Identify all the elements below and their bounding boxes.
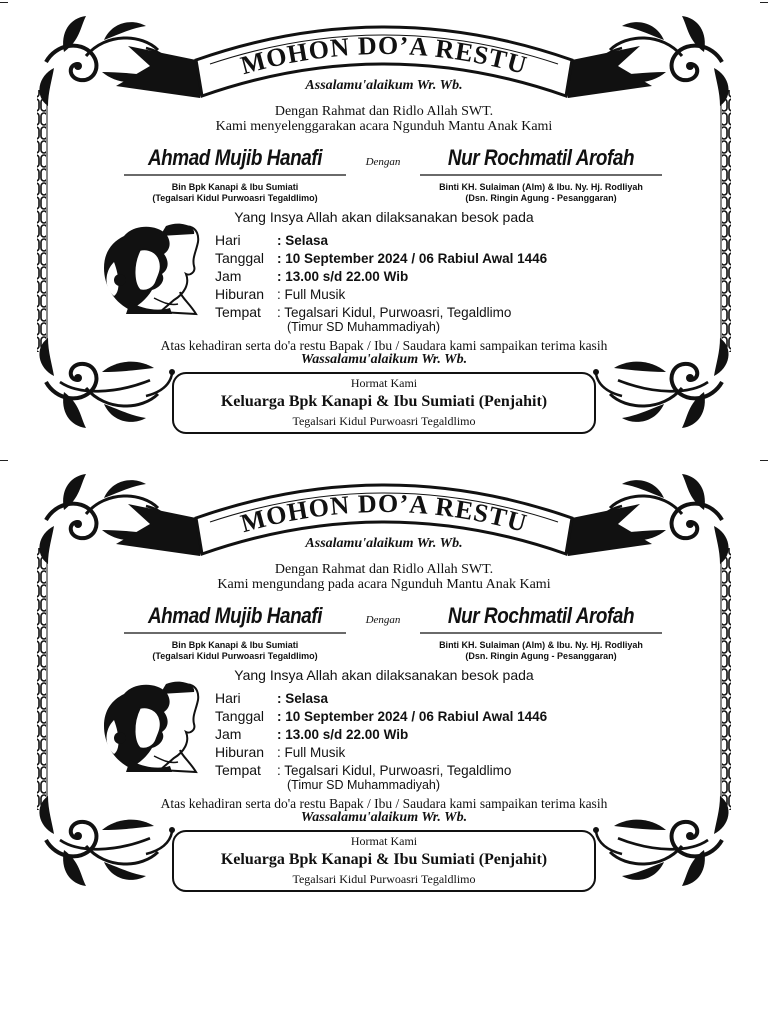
couple-illustration [104, 682, 198, 772]
bride-name: Nur Rochmatil Arofah [447, 145, 635, 170]
label-jam: Jam [215, 268, 242, 284]
family-address: Tegalsari Kidul Purwoasri Tegaldlimo [292, 872, 476, 886]
label-tanggal: Tanggal [215, 708, 265, 724]
greeting: Assalamu'alaikum Wr. Wb. [305, 78, 463, 93]
intro-line-1: Dengan Rahmat dan Ridlo Allah SWT. [274, 104, 494, 119]
intro-line-1: Dengan Rahmat dan Ridlo Allah SWT. [274, 562, 494, 577]
bride-address: (Dsn. Ringin Agung - Pesanggaran) [465, 193, 617, 203]
value-jam: : 13.00 s/d 22.00 Wib [277, 727, 409, 742]
value-hari: : Selasa [277, 233, 329, 248]
closing-line: Atas kehadiran serta do'a restu Bapak / Ibu / Saudara kami sampaikan terima kasih [160, 796, 608, 811]
groom-address: (Tegalsari Kidul Purwoasri Tegaldlimo) [152, 193, 318, 203]
label-hiburan: Hiburan [215, 286, 265, 302]
bride-name: Nur Rochmatil Arofah [447, 603, 635, 628]
connector-word: Dengan [365, 156, 401, 168]
banner-title: MOHON DO’A RESTU [237, 30, 531, 81]
label-tempat: Tempat [215, 304, 261, 320]
groom-parents: Bin Bpk Kanapi & Ibu Sumiati [171, 182, 299, 192]
label-tempat: Tempat [215, 762, 261, 778]
label-jam: Jam [215, 726, 242, 742]
bride-parents: Binti KH. Sulaiman (Alm) & Ibu. Ny. Hj. Rodliyah [439, 182, 643, 192]
label-hiburan: Hiburan [215, 744, 265, 760]
value-tanggal: : 10 September 2024 / 06 Rabiul Awal 1446 [277, 709, 548, 724]
family-name: Keluarga Bpk Kanapi & Ibu Sumiati (Penjahit) [220, 393, 548, 410]
value-tempat: : Tegalsari Kidul, Purwoasri, Tegaldlimo [277, 305, 512, 320]
value-tanggal: : 10 September 2024 / 06 Rabiul Awal 1446 [277, 251, 548, 266]
intro-line-2: Kami mengundang pada acara Ngunduh Mantu Anak Kami [217, 577, 551, 592]
intro-line-2: Kami menyelenggarakan acara Ngunduh Mantu Anak Kami [215, 119, 553, 134]
schedule-intro: Yang Insya Allah akan dilaksanakan besok pada [234, 667, 534, 683]
invitation-card-2 [0, 458, 768, 915]
greeting: Assalamu'alaikum Wr. Wb. [305, 536, 463, 551]
bride-parents: Binti KH. Sulaiman (Alm) & Ibu. Ny. Hj. Rodliyah [439, 640, 643, 650]
value-hari: : Selasa [277, 691, 329, 706]
label-hari: Hari [215, 690, 241, 706]
tempat-note: (Timur SD Muhammadiyah) [287, 778, 441, 792]
tempat-note: (Timur SD Muhammadiyah) [287, 320, 441, 334]
farewell: Wassalamu'alaikum Wr. Wb. [300, 810, 468, 825]
groom-address: (Tegalsari Kidul Purwoasri Tegaldlimo) [152, 651, 318, 661]
connector-word: Dengan [365, 614, 401, 626]
couple-illustration [104, 224, 198, 314]
regards: Hormat Kami [350, 834, 418, 848]
value-hiburan: : Full Musik [277, 745, 346, 760]
family-address: Tegalsari Kidul Purwoasri Tegaldlimo [292, 414, 476, 428]
value-jam: : 13.00 s/d 22.00 Wib [277, 269, 409, 284]
invitation-card-1 [0, 0, 768, 457]
groom-name: Ahmad Mujib Hanafi [147, 603, 323, 628]
groom-name: Ahmad Mujib Hanafi [147, 145, 323, 170]
value-tempat: : Tegalsari Kidul, Purwoasri, Tegaldlimo [277, 763, 512, 778]
regards: Hormat Kami [350, 376, 418, 390]
groom-parents: Bin Bpk Kanapi & Ibu Sumiati [171, 640, 299, 650]
value-hiburan: : Full Musik [277, 287, 346, 302]
banner-title: MOHON DO’A RESTU [237, 488, 531, 539]
family-name: Keluarga Bpk Kanapi & Ibu Sumiati (Penjahit) [220, 851, 548, 868]
schedule-intro: Yang Insya Allah akan dilaksanakan besok pada [234, 209, 534, 225]
label-tanggal: Tanggal [215, 250, 265, 266]
farewell: Wassalamu'alaikum Wr. Wb. [300, 352, 468, 367]
label-hari: Hari [215, 232, 241, 248]
bride-address: (Dsn. Ringin Agung - Pesanggaran) [465, 651, 617, 661]
closing-line: Atas kehadiran serta do'a restu Bapak / Ibu / Saudara kami sampaikan terima kasih [160, 338, 608, 353]
